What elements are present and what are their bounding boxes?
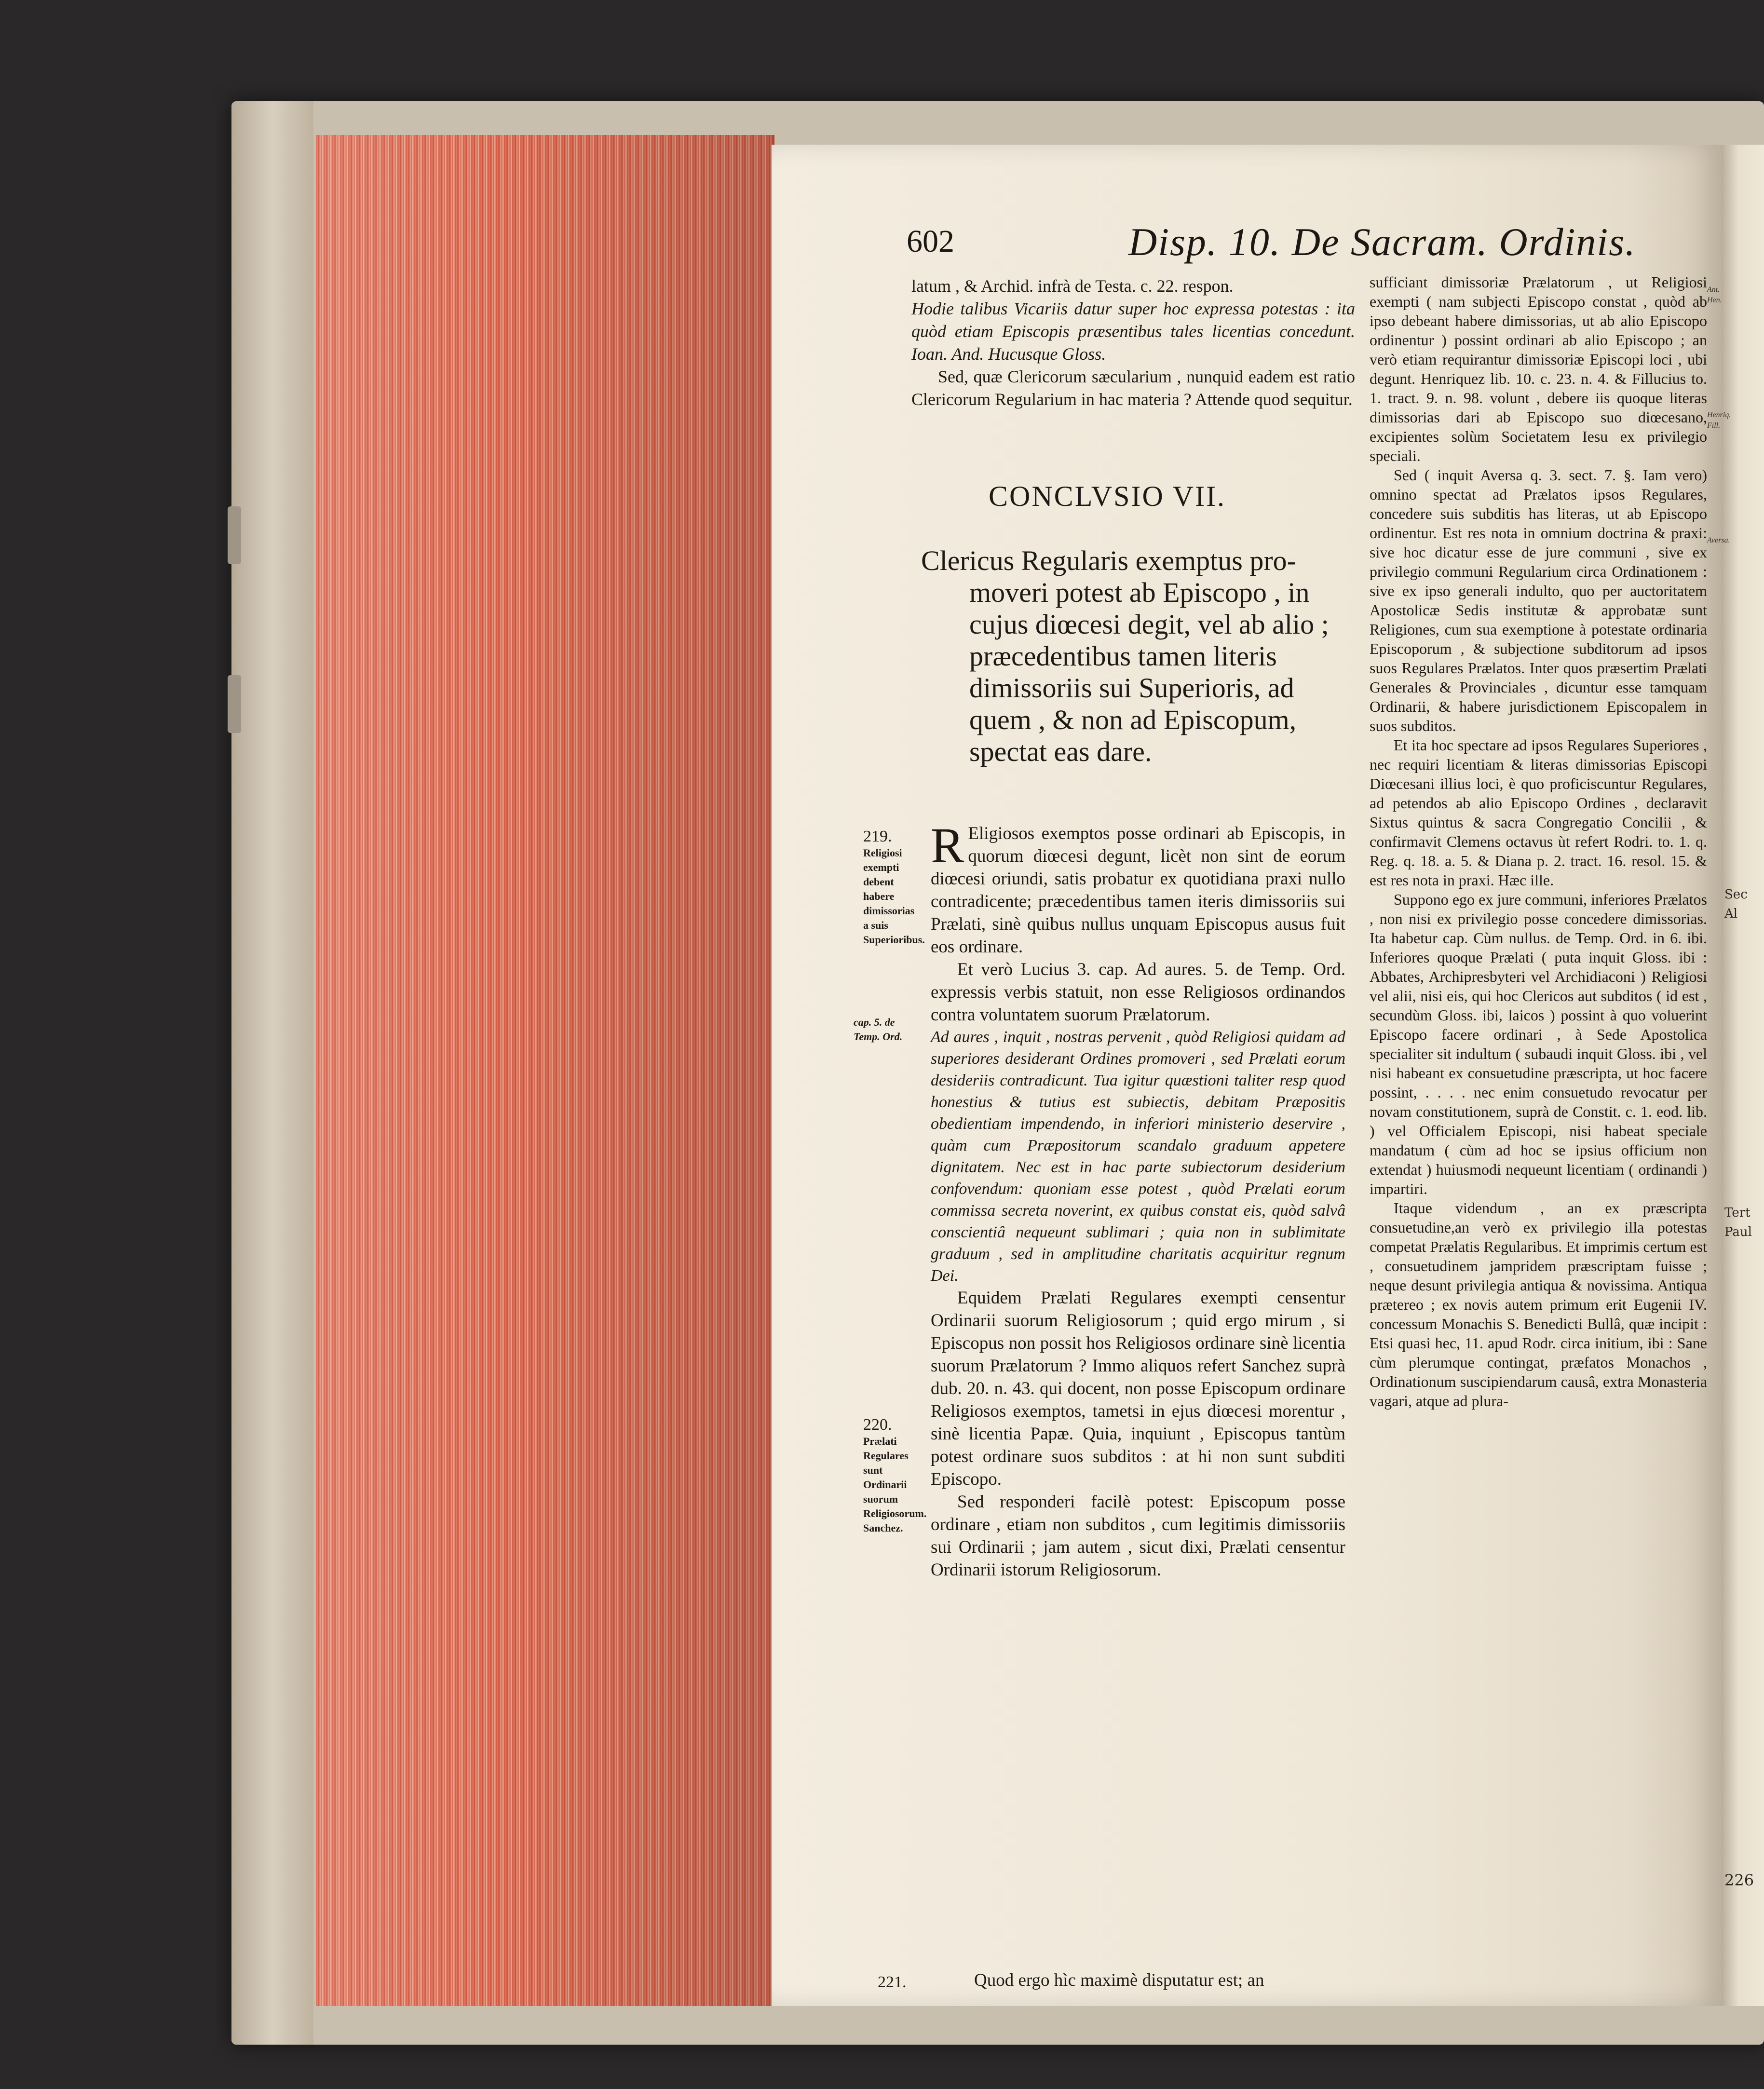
margin-note-text: Religiosi exempti debent habere dimissorias a suis Superioribus.	[863, 847, 925, 946]
left-column-top	[911, 275, 1355, 411]
next-page-fragment: Paul	[1724, 1225, 1752, 1239]
paragraph: sufficiant dimissoriæ Prælatorum , ut Religiosi exempti ( nam subjecti Episcopo constat , quòd ab ipso debeant habere dimissorias, ut ab alio Episcopo ordinentur ) possint ordinari ab alio Episcopo ; an verò etiam requirantur dimissoriæ Episcopi loci , ubi degunt. Henriquez lib. 10. c. 23. n. 4. & Fillucius to. 1. tract. 9. n. 98. volunt , debere iis quoque literas dimissorias dari ab Episcopo suo diœcesano, excipientes solùm Societatem Iesu ex privilegio speciali.	[1370, 273, 1707, 464]
margin-note-number: 220.	[863, 1416, 892, 1434]
conclusion-line: dimissoriis sui Superioris, ad	[969, 672, 1294, 704]
margin-note-text: Prælati Regulares sunt Ordinarii suorum Religiosorum. Sanchez.	[863, 1435, 927, 1534]
page-number: 602	[907, 224, 954, 259]
drop-cap: R	[931, 818, 964, 873]
red-page-edges	[316, 135, 774, 2006]
binding-clasp	[228, 675, 241, 733]
next-page-edge	[1722, 145, 1764, 2006]
paragraph: Sed ( inquit Aversa q. 3. sect. 7. §. Iam vero) omnino spectat ad Prælatos ipsos Regulares, concedere suis subditis has literas, ut ab Episcopo ordinentur. Est res nota in omnium doctrina & praxi: sive hoc dicatur esse de jure communi , sive ex privilegio communi Regularium circa Ordinationem : sive ex ipso generali indulto, quo per auctoritatem Apostolicæ Sedis institutæ & approbatæ sunt Religiones, cum sua exemptione à potestate ordinaria Episcoporum , & subjectione subditorum ad ipsos suos Regulares Prælatos. Inter quos præsertim Prælati Generales & Provinciales , dicuntur esse tamquam Ordinarii, & habere jurisdictionem Episcopalem in suos subditos.	[1370, 466, 1707, 734]
margin-note-number: 219.	[863, 827, 892, 845]
paragraph: latum , & Archid. infrà de Testa. c. 22. respon.	[911, 276, 1234, 296]
page-header	[907, 219, 1649, 263]
margin-note	[863, 1416, 927, 1535]
final-line: Quod ergo hìc maximè disputatur est; an	[974, 1970, 1264, 1990]
paragraph: Sed responderi facilè potest: Episcopum posse ordinare , etiam non subditos , cum legitimis dimissoriis sui Ordinarii ; jam autem , sicut dixi, Prælati censentur Ordinarii istorum Religiosorum.	[931, 1492, 1345, 1580]
conclusion-line: Clericus Regularis exemptus pro-	[921, 545, 1296, 576]
binding-clasp	[228, 506, 241, 564]
paragraph: Suppono ego ex jure communi, inferiores Prælatos , non nisi ex privilegio posse concedere dimissorias. Ita habetur cap. Cùm nullus. de Temp. Ord. in 6. ibi. Inferiores quoque Prælati ( puta inquit Gloss. ibi : Abbates, Archipresbyteri vel Archidiaconi ) Religiosi vel alii, nisi eis, qui hoc Clericos aut subditos ( id est , secundùm Gloss. ibi, laicos ) possint à quo voluerint Episcopo facere ordinari , à Sede Apostolica specialiter sit indultum ( subaudi inquit Gloss. ibi , vel nisi habeant ex consuetudine præscripta, ut hoc facere possint, . . . . nec enim consuetudo revocatur per novam constitutionem, suprà de Constit. c. 1. eod. lib. ) vel Officialem Episcopi, nisi habeat speciale mandatum ( cùm ad hoc se ipsius officium non extendat ) huiusmodi nequeunt licentiam ( ordinandi ) impartiri.	[1370, 891, 1707, 1197]
next-page-fragment: Sec	[1724, 887, 1748, 902]
quoted-decree: Ad aures , inquit , nostras pervenit , quòd Religiosi quidam ad superiores desiderant Ordines promoveri , sed Prælati eorum desideriis contradicunt. Tua igitur quæstioni taliter resp quod honestius & tutius est subiectis, debitam Præpositis obedientiam impendendo, in inferiori ministerio deservire , quàm cum Præpositorum scandalo graduum appetere dignitatem. Nec est in hac parte subiectorum desiderium confovendum: quoniam esse potest , quòd Prælati eorum commissa secreta noverint, ex quibus constat eis, quòd salvâ conscientiâ nequeunt sublimari ; quia non in sublimitate graduum , sed in amplitudine charitatis acquiritur regnum Dei.	[931, 1028, 1345, 1285]
paragraph: Sed, quæ Clericorum sæcularium , nunquid eadem est ratio Clericorum Regularium in hac materia ? Attende quod sequitur.	[911, 367, 1355, 409]
right-margin-note: Ant. Hen.	[1707, 285, 1722, 304]
right-margin-note: Henriq. Fill.	[1707, 411, 1731, 430]
conclusion-title: CONCLVSIO VII.	[989, 480, 1226, 512]
next-page-fragment: 226	[1724, 1871, 1754, 1889]
conclusion-line: moveri potest ab Episcopo , in	[969, 577, 1310, 608]
conclusion-line: præcedentibus tamen literis	[969, 640, 1277, 672]
conclusion-statement	[921, 545, 1345, 768]
conclusion-line: cujus diœcesi degit, vel ab alio ;	[969, 609, 1329, 640]
paragraph: Itaque videndum , an ex præscripta consuetudine,an verò ex privilegio illa potestas competat Prælatis Regularibus. Et imprimis certum est , consuetudinem jampridem præscriptam fuisse ; neque desunt privilegia antiqua & novissima. Antiqua prætereo ; ex novis autem primum erit Eugenii IV. concessum Monachis S. Benedicti Bullâ, quæ incipit : Etsi quasi hec, 11. apud Rodr. circa initium, ibi : Sane cùm plerumque contingat, præfatos Monachos , Ordinationum suscipiendarum causâ, extra Monasteria vagari, atque ad plura-	[1370, 1199, 1707, 1410]
margin-number: 221.	[878, 1973, 907, 1991]
margin-reference: cap. 5. de Temp. Ord.	[854, 1016, 903, 1043]
next-page-fragment: Tert	[1724, 1206, 1750, 1220]
right-margin-note: Aversa.	[1707, 536, 1730, 544]
right-column	[1370, 272, 1707, 1411]
paragraph: Et ita hoc spectare ad ipsos Regulares Superiores , nec requiri licentiam & literas dimissorias Episcopi Diœcesani illius loci, è quo proficiscuntur Regulares, ad petendos ab alio Episcopo Ordines , declaravit Sixtus quintus & sacra Congregatio Concilii , & confirmavit Clemens octavus ùt refert Rodri. to. 1. q. Reg. q. 18. a. 5. & Diana p. 2. tract. 16. resol. 15. & est res nota in praxi. Hæc ille.	[1370, 736, 1707, 889]
paragraph	[931, 818, 1345, 958]
conclusion-line: quem , & non ad Episcopum,	[969, 704, 1297, 735]
paragraph: Hodie talibus Vicariis datur super hoc expressa potestas : ita quòd etiam Episcopis præsentibus tales licentias concedunt. Ioan. And. Hucusque Gloss.	[911, 299, 1355, 364]
paragraph: Equidem Prælati Regulares exempti censentur Ordinarii suorum Religiosorum ; quid ergo mirum , si Episcopus non possit hos Religiosos ordinare sinè licentia suorum Prælatorum ? Immo aliquos refert Sanchez suprà dub. 20. n. 43. qui docent, non posse Episcopum ordinare Religiosos exemptos, tametsi in ejus diœcesi morentur , sinè licentia Papæ. Quia, inquiunt , Episcopus tantùm potest ordinare suos subditos : at hi non sunt subditi Episcopo.	[931, 1288, 1345, 1489]
running-title: Disp. 10. De Sacram. Ordinis.	[1128, 220, 1636, 264]
conclusion-line: spectat eas dare.	[969, 736, 1152, 767]
book-spine-cover	[231, 101, 313, 2045]
paragraph-text: Eligiosos exemptos posse ordinari ab Episcopis, in quorum diœcesi degunt, licèt non sint de eorum diœcesi oriundi, satis probatur ex quotidiana praxi nullo contradicente; præcedentibus tamen iteris dimissoriis sui Prælati, sinè quibus nullus unquam Episcopus ausus fuit eos ordinare.	[931, 824, 1345, 957]
paragraph: Et verò Lucius 3. cap. Ad aures. 5. de Temp. Ord. expressis verbis statuit, non esse Religiosos ordinandos contra voluntatem suorum Prælatorum.	[931, 960, 1345, 1025]
next-page-fragment: Al	[1724, 907, 1738, 921]
main-text-block	[931, 818, 1345, 1581]
margin-note	[863, 827, 925, 947]
